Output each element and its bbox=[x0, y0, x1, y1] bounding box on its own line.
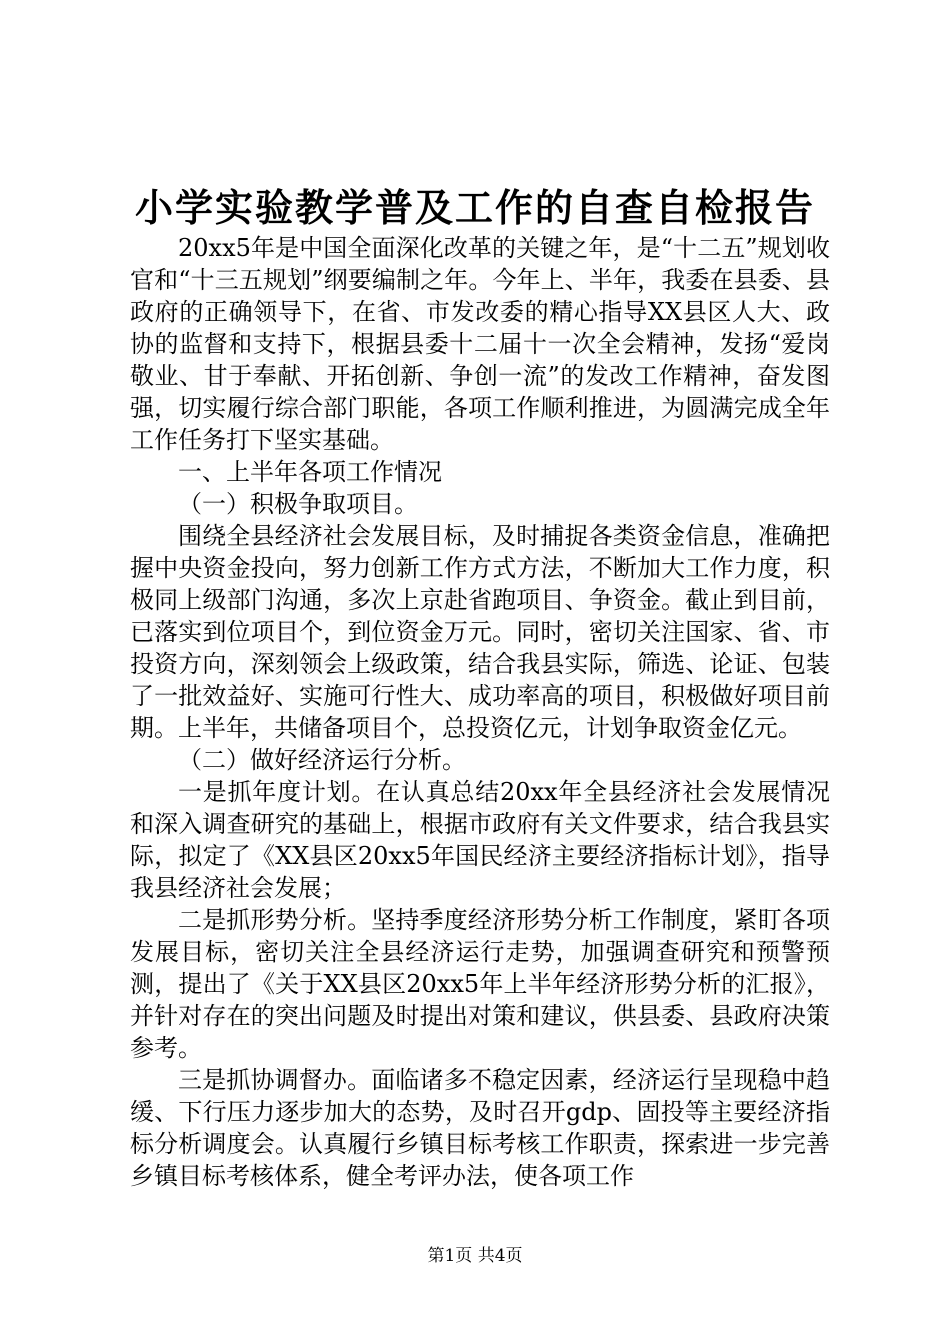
section-heading-1: 一、上半年各项工作情况 bbox=[178, 458, 442, 486]
document-title: 小学实验教学普及工作的自查自检报告 bbox=[134, 185, 815, 230]
subsection-heading-2: （二）做好经济运行分析。 bbox=[178, 746, 466, 774]
document-body bbox=[130, 232, 830, 1192]
paragraph-intro: 20xx5年是中国全面深化改革的关键之年，是“十二五”规划收官和“十三五规划”纲要编制之年。今年上、半年，我委在县委、县政府的正确领导下，在省、市发改委的精心指导XX县区人大、政协的监督和支持下，根据县委十二届十一次全会精神，发扬“爱岗敬业、甘于奉献、开拓创新、争创一流”的发改工作精神，奋发图强，切实履行综合部门职能，各项工作顺利推进，为圆满完成全年工作任务打下坚实基础。 bbox=[130, 234, 830, 454]
paragraph-projects: 围绕全县经济社会发展目标，及时捕捉各类资金信息，准确把握中央资金投向，努力创新工作方式方法，不断加大工作力度，积极同上级部门沟通，多次上京赴省跑项目、争资金。截止到目前，已落实到位项目个，到位资金万元。同时，密切关注国家、省、市投资方向，深刻领会上级政策，结合我县实际，筛选、论证、包装了一批效益好、实施可行性大、成功率高的项目，积极做好项目前期。上半年，共储备项目个，总投资亿元，计划争取资金亿元。 bbox=[130, 522, 830, 742]
paragraph-annual-plan: 一是抓年度计划。在认真总结20xx年全县经济社会发展情况和深入调查研究的基础上，根据市政府有关文件要求，结合我县实际，拟定了《XX县区20xx5年国民经济主要经济指标计划》，指导我县经济社会发展； bbox=[130, 778, 830, 902]
page-footer: 第1页 共4页 bbox=[427, 1246, 523, 1266]
subsection-heading-1: （一）积极争取项目。 bbox=[178, 490, 418, 518]
paragraph-situation-analysis: 二是抓形势分析。坚持季度经济形势分析工作制度，紧盯各项发展目标，密切关注全县经济运行走势，加强调查研究和预警预测，提出了《关于XX县区20xx5年上半年经济形势分析的汇报》，并针对存在的突出问题及时提出对策和建议，供县委、县政府决策参考。 bbox=[130, 906, 830, 1062]
paragraph-coordination: 三是抓协调督办。面临诸多不稳定因素，经济运行呈现稳中趋缓、下行压力逐步加大的态势，及时召开gdp、固投等主要经济指标分析调度会。认真履行乡镇目标考核工作职责，探索进一步完善乡镇目标考核体系，健全考评办法，使各项工作 bbox=[130, 1066, 830, 1190]
